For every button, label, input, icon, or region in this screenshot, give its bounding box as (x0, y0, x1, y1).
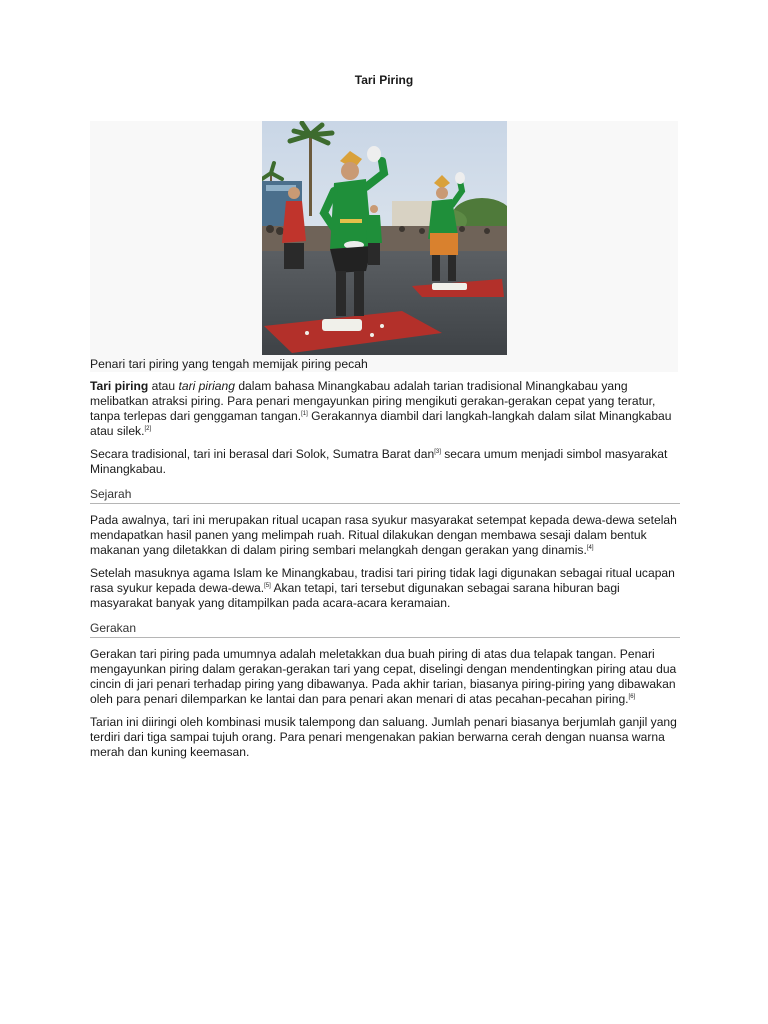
reference-link[interactable]: [1] (301, 411, 308, 417)
text-span: atau (148, 379, 179, 393)
term-bold: Tari piring (90, 379, 149, 393)
section-heading-sejarah: Sejarah (90, 487, 680, 504)
text-span: Secara tradisional, tari ini berasal dari Solok, Sumatra Barat dan (90, 447, 435, 461)
sejarah-paragraph-2 (90, 566, 680, 611)
gerakan-paragraph-1 (90, 647, 680, 707)
reference-link[interactable]: [2] (144, 426, 152, 432)
intro-paragraph-2 (90, 447, 680, 477)
text-span: Setelah masuknya agama Islam ke Minangkabau, tradisi tari piring tidak lagi digunakan sebagai ritual ucapan rasa syukur kepada dewa-dewa. (90, 566, 675, 595)
term-italic: tari piriang (178, 379, 235, 393)
section-heading-gerakan: Gerakan (90, 621, 680, 638)
reference-link[interactable]: [4] (586, 545, 594, 551)
document-title: Tari Piring (354, 73, 414, 87)
text-span: secara umum menjadi simbol masyarakat Minangkabau. (90, 447, 668, 476)
text-span: Pada awalnya, tari ini merupakan ritual ucapan rasa syukur masyarakat setempat kepada dewa-dewa setelah mendapatkan hasil panen yang melimpah ruah. Ritual dilakukan dengan membawa sesaji dalam bentuk makanan yang diletakkan di dalam piring sembari melangkah dengan gerakan yang dinamis. (90, 513, 677, 557)
text-span: Akan tetapi, tari tersebut digunakan sebagai sarana hiburan bagi masyarakat banyak yang ditampilkan pada acara-acara keramaian. (90, 581, 620, 610)
reference-link[interactable]: [3] (434, 449, 441, 455)
article-body (90, 379, 680, 768)
reference-link[interactable]: [5] (264, 583, 271, 589)
text-span: Gerakannya diambil dari langkah-langkah dalam silat Minangkabau atau silek. (90, 409, 672, 438)
gerakan-paragraph-2 (90, 715, 680, 760)
text-span: Tarian ini diiringi oleh kombinasi musik talempong dan saluang. Jumlah penari biasanya berjumlah ganjil yang terdiri dari tiga sampai tujuh orang. Para penari mengenakan pakian berwarna cerah dengan nuansa warna merah dan kuning keemasan. (90, 715, 677, 759)
dancers-photo (262, 121, 507, 355)
figure-caption: Penari tari piring yang tengah memijak piring pecah (90, 357, 368, 371)
reference-link[interactable]: [6] (628, 694, 636, 700)
intro-paragraph-1 (90, 379, 680, 439)
sejarah-paragraph-1 (90, 513, 680, 558)
text-span: Gerakan tari piring pada umumnya adalah meletakkan dua buah piring di atas dua telapak tangan. Penari mengayunkan piring dalam gerakan-gerakan tari yang cepat, diselingi dengan mendentingkan piring atau dua cincin di jari penari terhadap piring yang dibawanya. Pada akhir tarian, biasanya piring-piring yang dibawakan oleh para penari dilemparkan ke lantai dan para penari akan menari di atas pecahan-pecahan piring. (90, 647, 677, 706)
text-span: dalam bahasa Minangkabau adalah tarian tradisional Minangkabau yang melibatkan atraksi piring. Para penari mengayunkan piring mengikuti gerakan-gerakan cepat yang teratur, tanpa terlepas dari genggaman tangan. (90, 379, 656, 423)
